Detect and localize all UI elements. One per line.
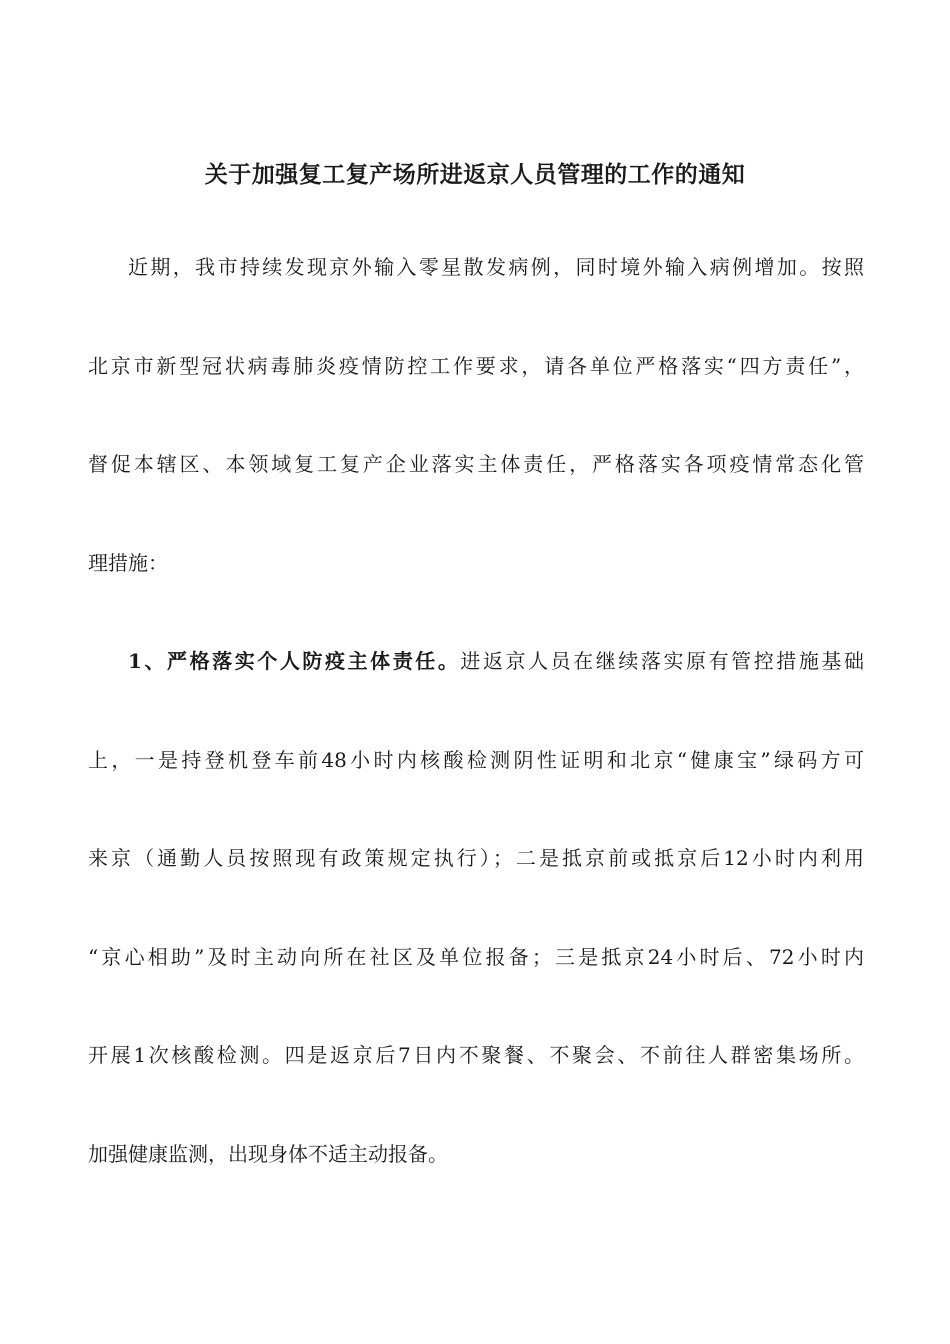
intro-line-3: 督促本辖区、本领域复工复产企业落实主体责任，严格落实各项疫情常态化管 <box>88 452 864 476</box>
item1-paragraph <box>88 612 864 1203</box>
item1-first-line-rest: 进返京人员在继续落实原有管控措施基础 <box>460 649 864 673</box>
intro-line-4: 理措施： <box>88 550 168 575</box>
item1-heading: 1、严格落实个人防疫主体责任。 <box>128 649 461 673</box>
intro-line-1: 近期，我市持续发现京外输入零星散发病例，同时境外输入病例增加。按照 <box>128 255 864 279</box>
intro-paragraph <box>88 218 864 612</box>
intro-line-2: 北京市新型冠状病毒肺炎疫情防控工作要求，请各单位严格落实“四方责任”， <box>88 353 864 378</box>
document-title: 关于加强复工复产场所进返京人员管理的工作的通知 <box>204 161 746 188</box>
item1-line-1 <box>88 612 864 711</box>
item1-line-6: 加强健康监测，出现身体不适主动报备。 <box>88 1141 448 1166</box>
item1-line-3: 来京（通勤人员按照现有政策规定执行）；二是抵京前或抵京后12小时内利用 <box>88 846 864 870</box>
item1-line-5: 开展1次核酸检测。四是返京后7日内不聚餐、不聚会、不前往人群密集场所。 <box>88 1043 864 1067</box>
item1-line-2: 上，一是持登机登车前48小时内核酸检测阴性证明和北京“健康宝”绿码方可 <box>88 747 864 772</box>
item1-line-4: “京心相助”及时主动向所在社区及单位报备；三是抵京24小时后、72小时内 <box>88 944 864 969</box>
